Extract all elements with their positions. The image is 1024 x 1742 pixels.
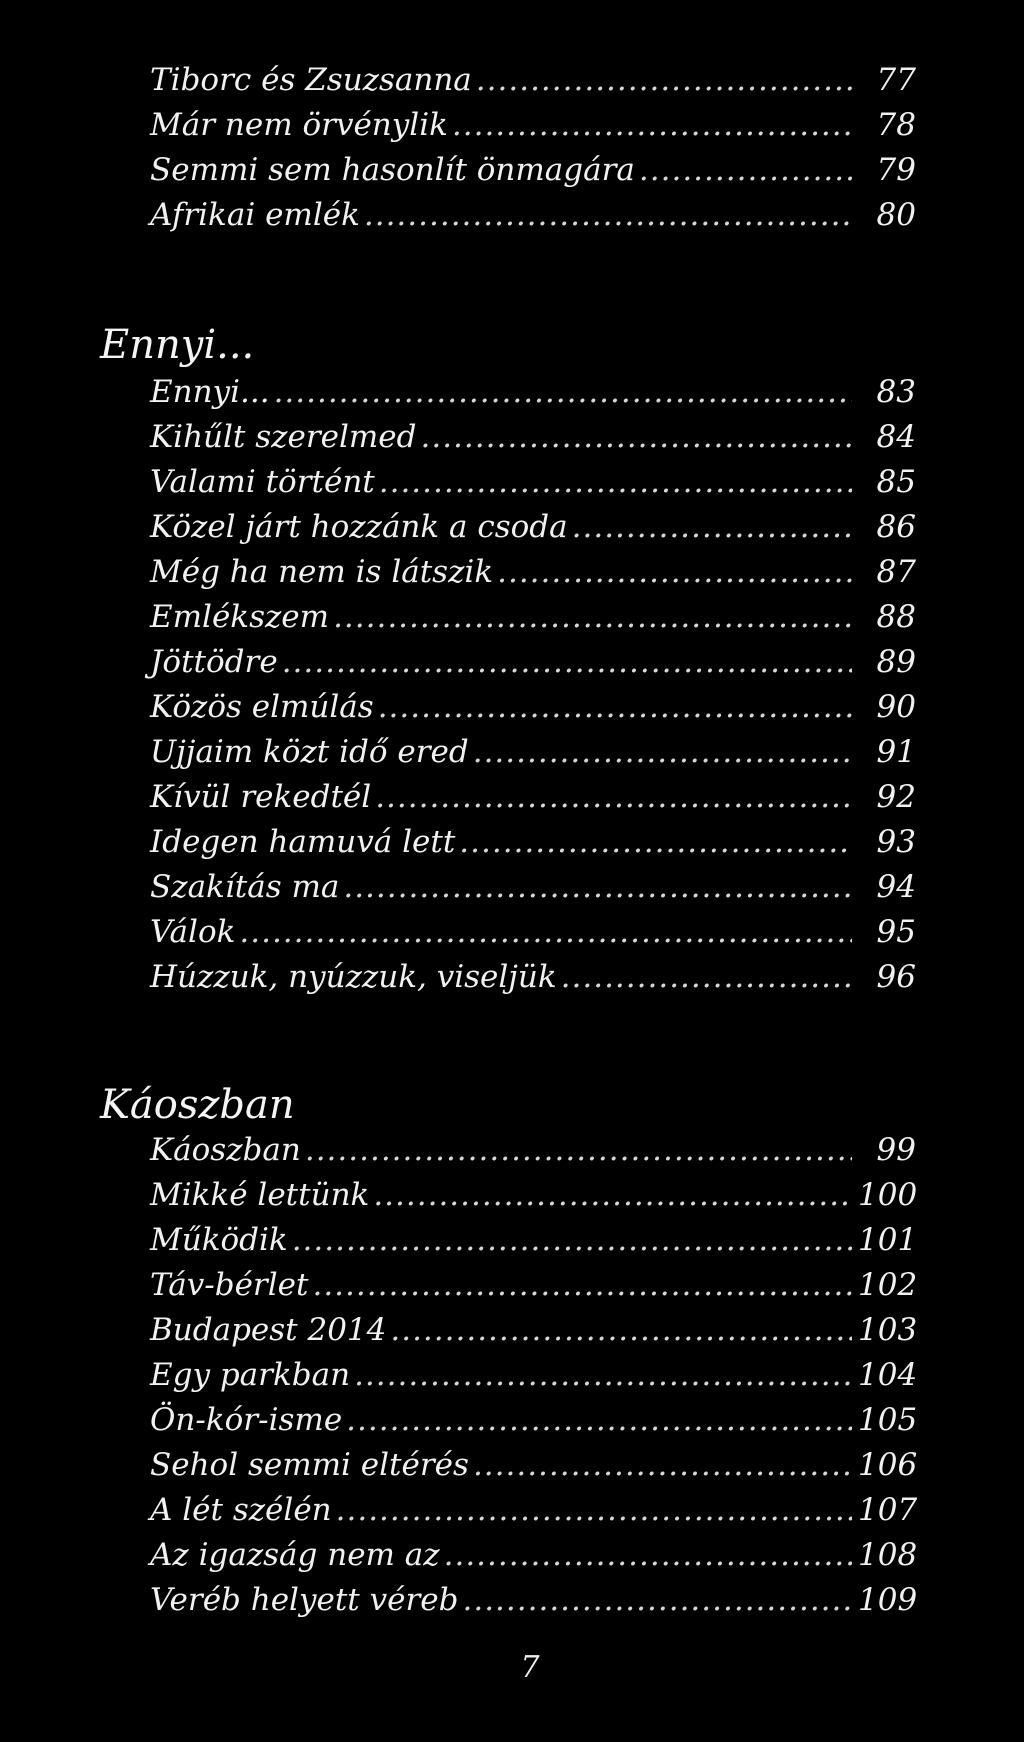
- dot-leader: [354, 1353, 852, 1397]
- dot-leader: [452, 103, 852, 147]
- toc-entry-title: Még ha nem is látszik: [150, 554, 494, 590]
- toc-entry: [150, 1353, 916, 1397]
- toc-entry-page: 96: [876, 959, 916, 995]
- toc-entry: [150, 685, 916, 729]
- toc-entry-title: Afrikai emlék: [150, 197, 360, 233]
- toc-entry-title: Kívül rekedtél: [150, 779, 372, 815]
- dot-leader: [274, 370, 852, 414]
- toc-entry-title: Közös elmúlás: [150, 689, 374, 725]
- toc-entry-page: 105: [858, 1402, 918, 1438]
- toc-entry-title: Kihűlt szerelmed: [150, 419, 417, 455]
- page-number: 7: [520, 1650, 540, 1685]
- toc-entry: [150, 148, 916, 192]
- toc-entry: [150, 865, 916, 909]
- toc-entry-page: 89: [876, 644, 916, 680]
- toc-entry-page: 77: [876, 62, 916, 98]
- dot-leader: [343, 865, 852, 909]
- toc-entry-title: Ujjaim közt idő ered: [150, 734, 469, 770]
- toc-entry: [150, 640, 916, 684]
- toc-entry: [150, 1128, 916, 1172]
- toc-entry-page: 88: [876, 599, 916, 635]
- dot-leader: [639, 148, 852, 192]
- toc-entry-page: 101: [858, 1222, 918, 1258]
- toc-entry-title: Ön-kór-isme: [150, 1402, 343, 1438]
- dot-leader: [282, 640, 852, 684]
- dot-leader: [572, 505, 852, 549]
- toc-entry: [150, 370, 916, 414]
- toc-entry-page: 94: [876, 869, 916, 905]
- toc-entry-page: 91: [876, 734, 916, 770]
- dot-leader: [459, 820, 852, 864]
- toc-entry-title: A lét szélén: [150, 1492, 332, 1528]
- dot-leader: [420, 415, 852, 459]
- toc-entry-page: 95: [876, 914, 916, 950]
- toc-entry-page: 104: [858, 1357, 918, 1393]
- dot-leader: [336, 1488, 852, 1532]
- toc-entry-page: 108: [858, 1537, 918, 1573]
- toc-entry: [150, 415, 916, 459]
- toc-entry-page: 100: [858, 1177, 918, 1213]
- dot-leader: [373, 1173, 852, 1217]
- toc-entry-page: 78: [876, 107, 916, 143]
- toc-entry: [150, 955, 916, 999]
- dot-leader: [333, 595, 852, 639]
- dot-leader: [239, 910, 852, 954]
- toc-entry: [150, 1443, 916, 1487]
- toc-entry: [150, 1533, 916, 1577]
- toc-entry-page: 80: [876, 197, 916, 233]
- toc-entry: [150, 103, 916, 147]
- toc-entry-title: Ennyi...: [150, 374, 270, 410]
- dot-leader: [375, 775, 852, 819]
- dot-leader: [378, 685, 852, 729]
- toc-entry-title: Emlékszem: [150, 599, 330, 635]
- dot-leader: [462, 1578, 852, 1622]
- toc-entry-page: 79: [876, 152, 916, 188]
- dot-leader: [305, 1128, 852, 1172]
- toc-entry-title: Káoszban: [150, 1132, 301, 1168]
- toc-entry: [150, 1488, 916, 1532]
- toc-entry-page: 93: [876, 824, 916, 860]
- toc-entry-page: 102: [858, 1267, 918, 1303]
- dot-leader: [444, 1533, 852, 1577]
- toc-entry-title: Jöttödre: [150, 644, 278, 680]
- toc-entry: [150, 505, 916, 549]
- toc-entry-title: Semmi sem hasonlít önmagára: [150, 152, 635, 188]
- dot-leader: [292, 1218, 852, 1262]
- toc-entry-title: Működik: [150, 1222, 288, 1258]
- toc-entry-title: Válok: [150, 914, 236, 950]
- toc-entry-page: 85: [876, 464, 916, 500]
- dot-leader: [390, 1308, 852, 1352]
- toc-entry: [150, 550, 916, 594]
- toc-entry-title: Tiborc és Zsuzsanna: [150, 62, 472, 98]
- section-heading: Ennyi...: [100, 322, 255, 368]
- toc-entry: [150, 910, 916, 954]
- toc-entry-title: Veréb helyett véreb: [150, 1582, 459, 1618]
- dot-leader: [476, 58, 852, 102]
- toc-entry-page: 86: [876, 509, 916, 545]
- dot-leader: [497, 550, 852, 594]
- toc-entry: [150, 1398, 916, 1442]
- toc-entry: [150, 775, 916, 819]
- toc-entry: [150, 1308, 916, 1352]
- toc-entry-title: Húzzuk, nyúzzuk, viseljük: [150, 959, 557, 995]
- toc-entry: [150, 730, 916, 774]
- toc-entry-title: Az igazság nem az: [150, 1537, 440, 1573]
- dot-leader: [364, 193, 852, 237]
- toc-entry-title: Mikké lettünk: [150, 1177, 370, 1213]
- toc-entry-page: 103: [858, 1312, 918, 1348]
- toc-entry: [150, 193, 916, 237]
- toc-entry-title: Valami történt: [150, 464, 375, 500]
- toc-entry: [150, 460, 916, 504]
- toc-entry-title: Sehol semmi eltérés: [150, 1447, 469, 1483]
- toc-entry-title: Egy parkban: [150, 1357, 351, 1393]
- toc-entry: [150, 1263, 916, 1307]
- toc-entry-page: 84: [876, 419, 916, 455]
- dot-leader: [312, 1263, 852, 1307]
- toc-entry: [150, 1578, 916, 1622]
- toc-entry-title: Táv-bérlet: [150, 1267, 309, 1303]
- toc-entry: [150, 1173, 916, 1217]
- section-heading: Káoszban: [100, 1082, 295, 1128]
- dot-leader: [473, 1443, 852, 1487]
- toc-entry-title: Közel járt hozzánk a csoda: [150, 509, 568, 545]
- dot-leader: [346, 1398, 852, 1442]
- toc-entry-page: 90: [876, 689, 916, 725]
- toc-entry: [150, 820, 916, 864]
- toc-entry: [150, 595, 916, 639]
- toc-entry-page: 92: [876, 779, 916, 815]
- toc-entry-page: 107: [858, 1492, 918, 1528]
- toc-entry-page: 106: [858, 1447, 918, 1483]
- dot-leader: [561, 955, 852, 999]
- toc-entry-title: Szakítás ma: [150, 869, 340, 905]
- toc-entry-page: 109: [858, 1582, 918, 1618]
- toc-entry: [150, 1218, 916, 1262]
- toc-entry-title: Budapest 2014: [150, 1312, 387, 1348]
- toc-entry-title: Már nem örvénylik: [150, 107, 448, 143]
- toc-entry-page: 99: [876, 1132, 916, 1168]
- toc-entry: [150, 58, 916, 102]
- toc-entry-page: 87: [876, 554, 916, 590]
- toc-entry-title: Idegen hamuvá lett: [150, 824, 456, 860]
- dot-leader: [473, 730, 852, 774]
- dot-leader: [379, 460, 852, 504]
- toc-entry-page: 83: [876, 374, 916, 410]
